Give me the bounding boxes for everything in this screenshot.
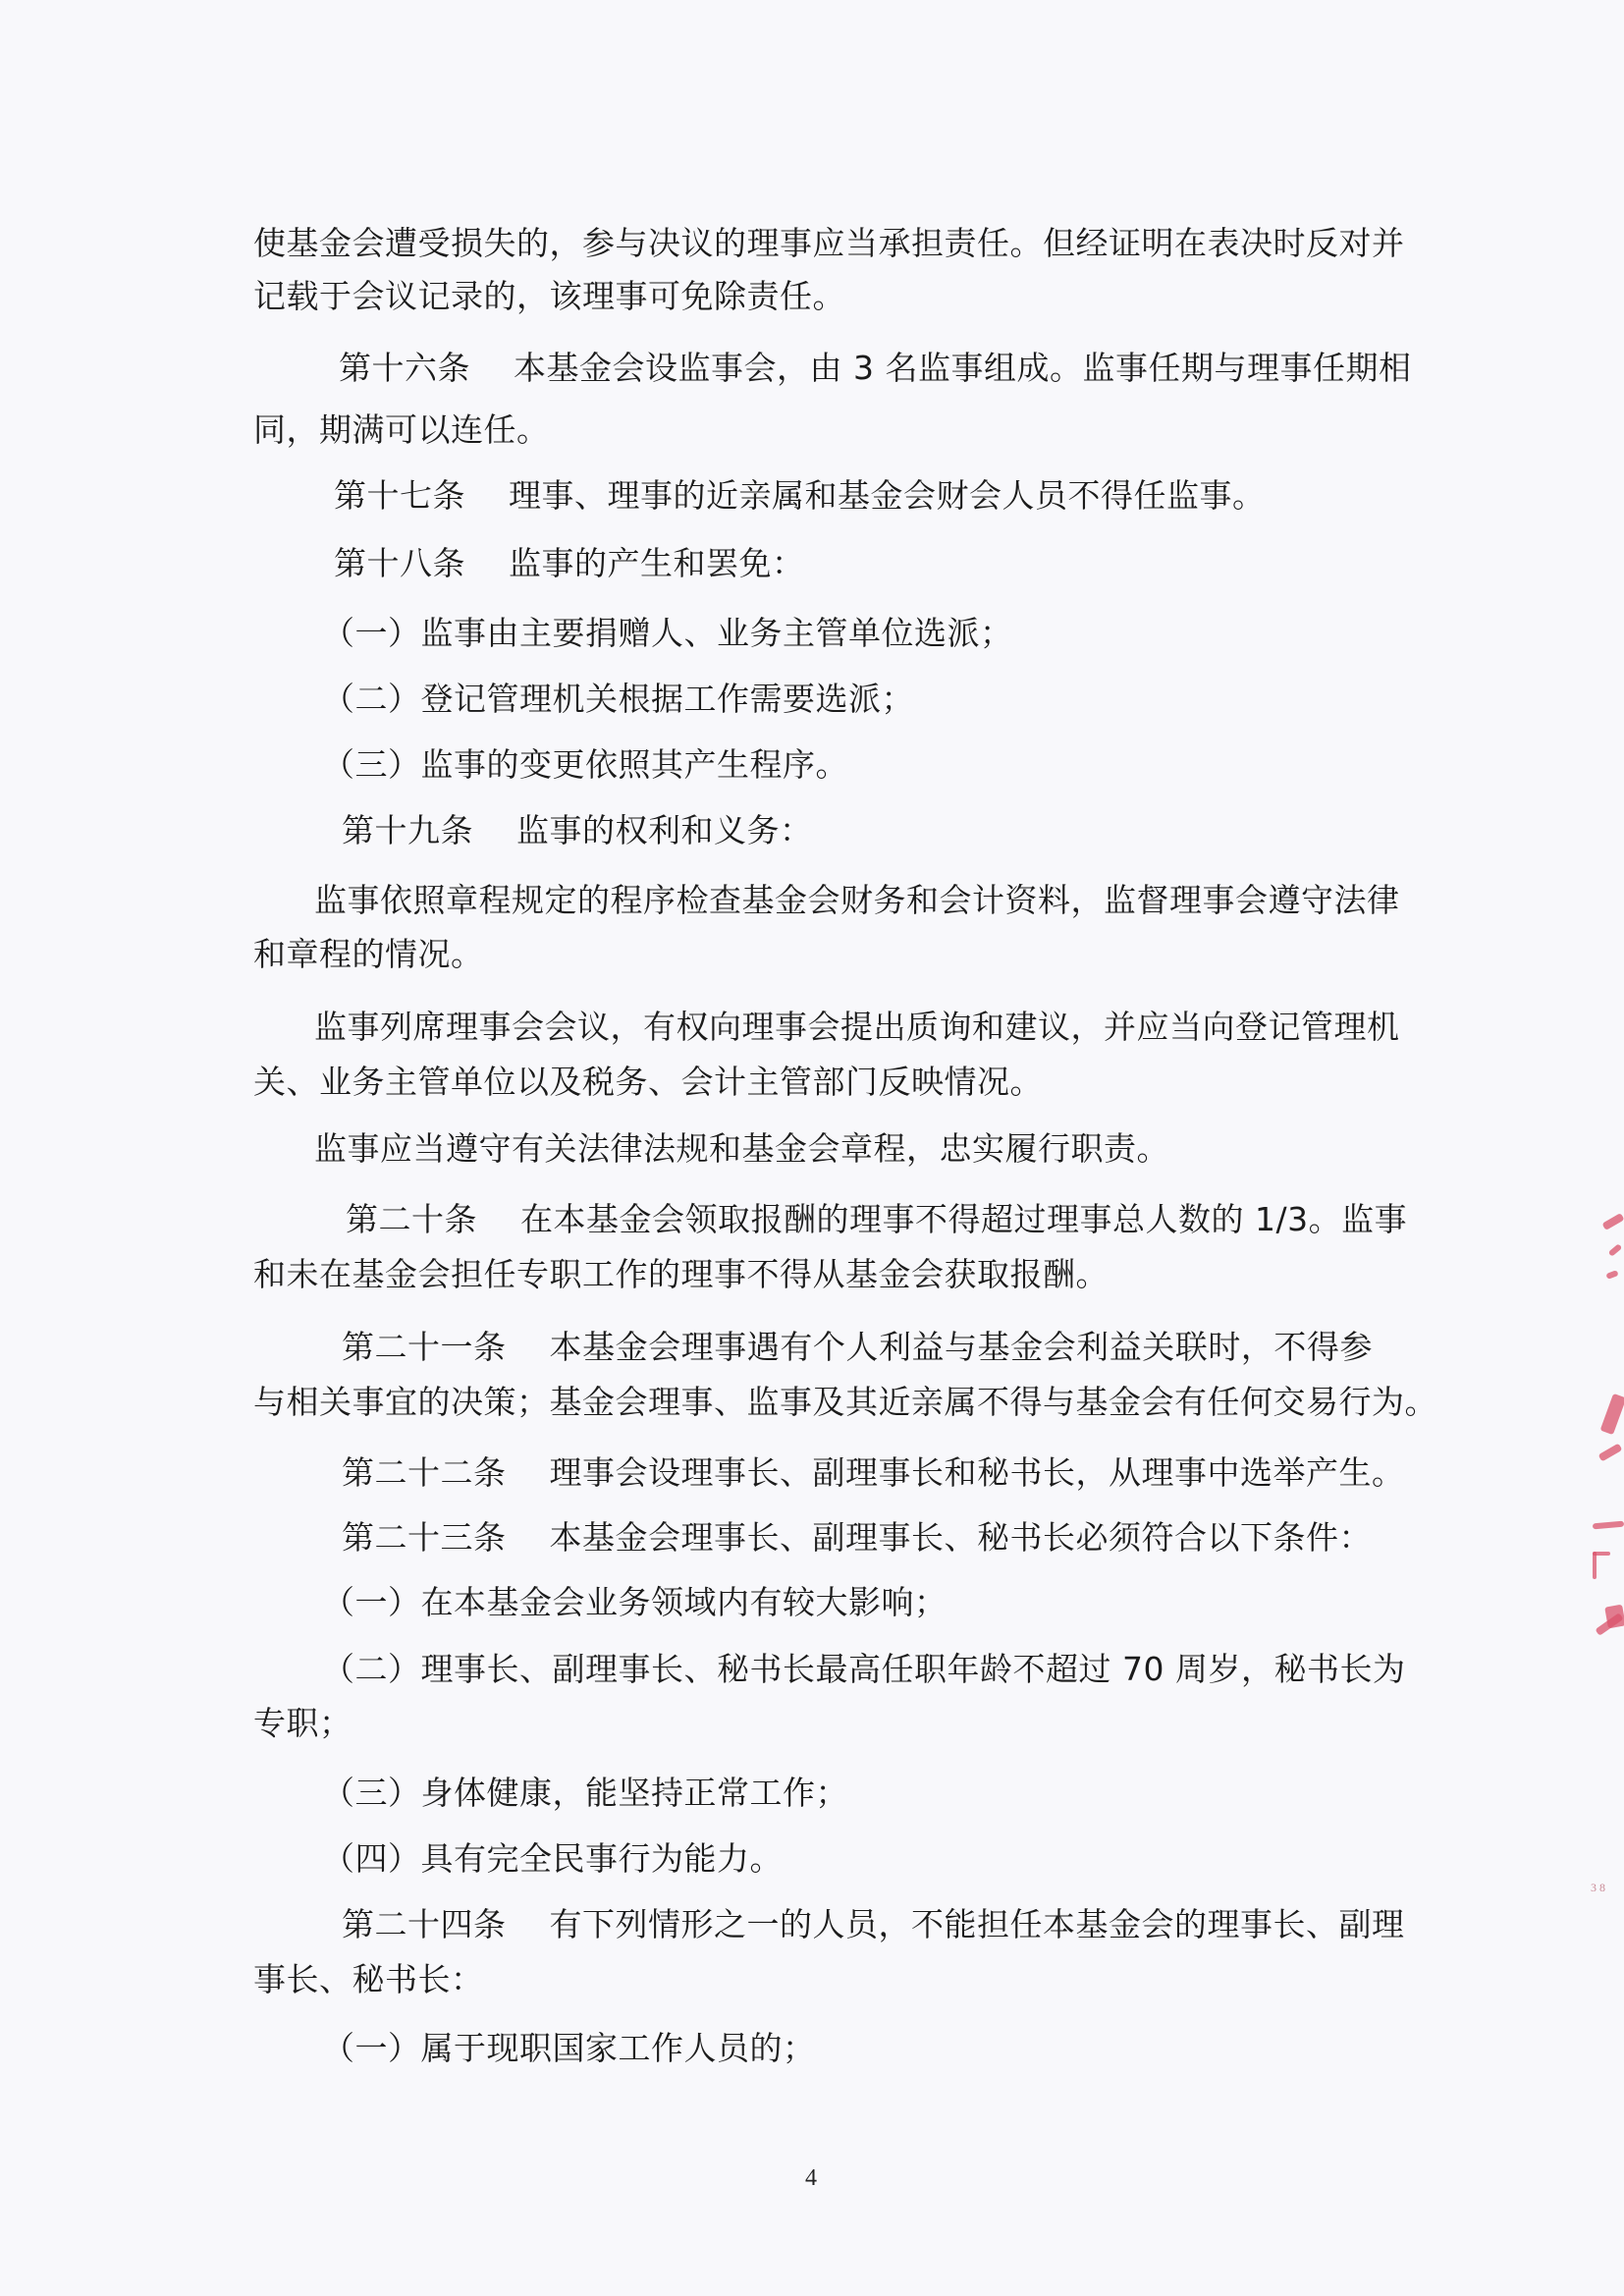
article-line [342,811,813,850]
article-line [334,476,1266,516]
article-line [339,349,1412,388]
line-text: 使基金会遭受损失的，参与决议的理事应当承担责任。但经证明在表决时反对并 [253,224,1405,262]
text-line [253,935,484,974]
line-text: （二）登记管理机关根据工作需要选派； [322,680,914,718]
text-line [314,1008,1400,1047]
article-line [342,1518,1372,1558]
line-text: 记载于会议记录的，该理事可免除责任。 [253,277,845,315]
text-line [253,1960,484,1999]
text-line [322,1839,783,1879]
text-line [322,1583,947,1622]
line-text: （三）身体健康，能坚持正常工作； [322,1774,848,1812]
text-line [322,614,1013,653]
line-text: （一）在本基金会业务领域内有较大影响； [322,1583,947,1621]
text-line [253,410,550,450]
text-line [253,224,1405,263]
line-text: 专职； [253,1704,352,1742]
article-line [342,1453,1405,1493]
article-number: 第十八条 [334,544,465,582]
line-text: 监事的产生和罢免： [509,544,805,582]
line-text: 理事会设理事长、副理事长和秘书长，从理事中选举产生。 [549,1453,1405,1492]
article-number: 第二十四条 [342,1905,507,1943]
text-line [322,1650,1406,1689]
article-number: 第十九条 [342,811,473,849]
article-line [346,1200,1408,1239]
line-text: （三）监事的变更依照其产生程序。 [322,745,848,784]
seal-stamp-edge [1589,1218,1624,1905]
text-line [253,277,845,316]
text-line [253,1063,1043,1102]
text-line [314,881,1400,920]
line-text: 监事列席理事会会议，有权向理事会提出质询和建议，并应当向登记管理机 [314,1008,1400,1046]
line-text: 关、业务主管单位以及税务、会计主管部门反映情况。 [253,1063,1043,1101]
line-text: 监事依照章程规定的程序检查基金会财务和会计资料，监督理事会遵守法律 [314,881,1400,919]
article-number: 第二十一条 [342,1328,507,1366]
line-text: 同，期满可以连任。 [253,410,550,449]
line-text: 监事应当遵守有关法律法规和基金会章程，忠实履行职责。 [314,1129,1169,1168]
line-text: 本基金会理事遇有个人利益与基金会利益关联时，不得参 [549,1328,1373,1366]
line-text: （二）理事长、副理事长、秘书长最高任职年龄不超过 70 周岁，秘书长为 [322,1650,1406,1688]
page-number: 4 [805,2165,817,2191]
article-number: 第二十条 [346,1200,477,1238]
article-number: 第二十三条 [342,1518,507,1557]
text-line [322,745,848,785]
line-text: （一）监事由主要捐赠人、业务主管单位选派； [322,614,1013,652]
line-text: 在本基金会领取报酬的理事不得超过理事总人数的 1/3。监事 [520,1200,1408,1238]
text-line [322,680,914,719]
text-line [322,2029,816,2068]
text-line [253,1383,1437,1422]
article-number: 第十六条 [339,349,470,387]
line-text: 和未在基金会担任专职工作的理事不得从基金会获取报酬。 [253,1255,1109,1293]
line-text: 本基金会设监事会，由 3 名监事组成。监事任期与理事任期相 [514,349,1412,387]
text-line [253,1704,352,1743]
line-text: 有下列情形之一的人员，不能担任本基金会的理事长、副理 [549,1905,1405,1943]
text-line [253,1255,1109,1294]
text-line [314,1129,1169,1169]
line-text: （一）属于现职国家工作人员的； [322,2029,816,2067]
article-number: 第十七条 [334,476,465,515]
line-text: 本基金会理事长、副理事长、秘书长必须符合以下条件： [549,1518,1372,1557]
line-text: 事长、秘书长： [253,1960,484,1998]
article-line [342,1905,1405,1944]
article-line [342,1328,1373,1367]
line-text: 和章程的情况。 [253,935,484,973]
line-text: 监事的权利和义务： [516,811,813,849]
line-text: 理事、理事的近亲属和基金会财会人员不得任监事。 [509,476,1266,515]
seal-edge-number: 3 8 [1591,1881,1605,1894]
line-text: 与相关事宜的决策；基金会理事、监事及其近亲属不得与基金会有任何交易行为。 [253,1383,1437,1421]
line-text: （四）具有完全民事行为能力。 [322,1839,783,1878]
article-number: 第二十二条 [342,1453,507,1492]
article-line [334,544,805,583]
text-line [322,1774,848,1813]
